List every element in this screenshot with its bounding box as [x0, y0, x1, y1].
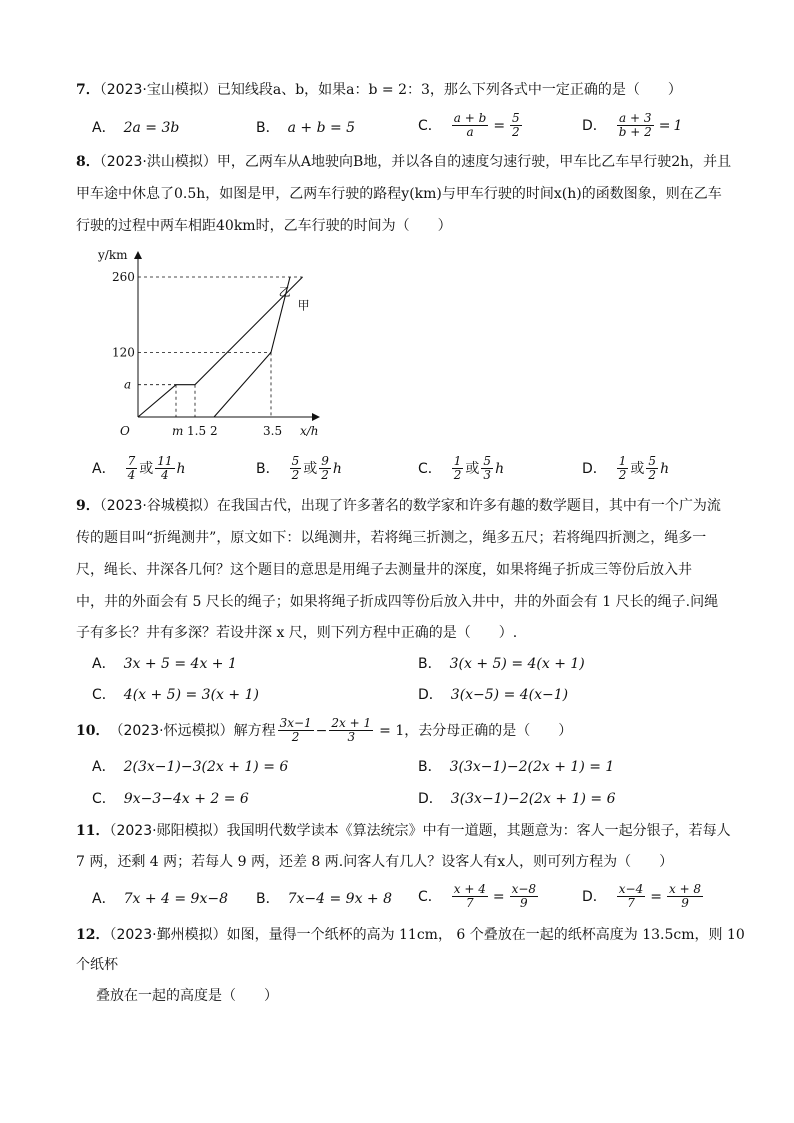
fraction-denominator: 9 [520, 896, 528, 910]
option-label: B． [256, 460, 280, 477]
fraction [617, 455, 629, 482]
question-source: （2023·怀远模拟） [109, 722, 234, 739]
q11-option-b[interactable] [256, 889, 392, 909]
fraction [290, 455, 302, 482]
fraction-denominator: 2 [291, 730, 300, 744]
or-text: 或 [139, 460, 154, 477]
q11-option-d[interactable]: D． $\frac{x-4}{7}$ = $\frac{x + 8}{9}$ [582, 882, 702, 910]
question-text: 甲，乙两车从A地驶向B地，并以各自的速度匀速行驶，甲车比乙车早行驶2h，并且 [216, 154, 732, 170]
q8-option-b[interactable] [256, 455, 342, 482]
option-label: D． [418, 791, 443, 807]
q7-option-d[interactable]: D． $\frac{a + 3}{b + 2}$ = 1 [582, 111, 683, 139]
q12-stem-line-3: 叠放在一起的高度是（ ） [96, 988, 278, 1004]
question-number: 12． [76, 927, 110, 943]
option-label: C． [418, 460, 442, 477]
distance-time-chart [90, 245, 330, 445]
option-label: B． [256, 120, 280, 136]
question-source: （2023·谷城模拟） [99, 498, 217, 514]
q10-stem-line [76, 717, 572, 744]
option-label: B． [256, 891, 280, 907]
unit-text: h [176, 460, 186, 477]
fraction-numerator: 2x + 1 [331, 716, 372, 730]
q9-stem-line [76, 496, 721, 516]
fraction-numerator: 5 [512, 111, 520, 125]
option-label: C． [418, 888, 442, 905]
fraction-numerator: 5 [648, 454, 657, 468]
unit-text: h [660, 460, 670, 477]
fraction-numerator: x + 8 [668, 882, 702, 896]
question-number: 7． [76, 82, 100, 98]
fraction-denominator: b + 2 [618, 125, 652, 139]
fraction [329, 717, 373, 744]
fraction-denominator: 2 [618, 468, 627, 482]
option-label: C． [418, 117, 442, 134]
q8-option-c[interactable] [418, 455, 504, 482]
option-label: C． [92, 687, 116, 703]
fraction-denominator: 3 [483, 468, 492, 482]
fraction-lhs [617, 112, 654, 139]
q9-stem-line-5: 子有多长？井有多深？若设井深 x 尺，则下列方程中正确的是（ ）. [76, 625, 518, 641]
x-tick-label: m [172, 424, 184, 438]
option-label: D． [582, 460, 607, 477]
q11-stem-line [76, 821, 731, 841]
q8-stem-line-3: 行驶的过程中两车相距40km时，乙车行驶的时间为（ ） [76, 218, 452, 234]
q9-option-a[interactable] [92, 654, 237, 674]
question-text: = 1，去分母正确的是（ ） [379, 722, 573, 739]
option-label: A． [92, 120, 116, 136]
option-text: 4(x + 5) = 3(x + 1) [123, 687, 259, 703]
fraction-denominator: 2 [291, 468, 300, 482]
q8-option-d[interactable] [582, 455, 669, 482]
y-axis-arrow [134, 251, 142, 259]
y-axis-label: y/km [98, 248, 128, 262]
fraction-lhs [452, 883, 488, 910]
q9-option-d[interactable] [418, 685, 568, 705]
fraction-numerator: x−4 [618, 882, 644, 896]
question-text: 如图，量得一个纸杯的高为 11cm， 6 个叠放在一起的纸杯高度为 13.5cm，则 10 [226, 927, 745, 943]
option-label: A． [92, 891, 116, 907]
option-label: B． [418, 656, 442, 672]
fraction [155, 455, 174, 482]
fraction [278, 717, 314, 744]
option-text: 3(x−5) = 4(x−1) [450, 687, 569, 703]
option-text: 2(3x−1)−3(2x + 1) = 6 [123, 759, 289, 775]
fraction-numerator: a + b [453, 111, 487, 125]
option-label: D． [582, 888, 607, 905]
q8-stem-line-2: 甲车途中休息了0.5h，如图是甲，乙两车行驶的路程y(km)与甲车行驶的时间x(h)的函数图象，则在乙车 [76, 186, 722, 202]
fraction-numerator: 3x−1 [279, 716, 312, 730]
fraction-denominator: 4 [161, 468, 169, 482]
option-text: 7x−4 = 9x + 8 [287, 891, 393, 907]
q9-stem-line-3: 尺，绳长、井深各几何？这个题目的意思是用绳子去测量井的深度，如果将绳子折成三等份后放入井 [76, 562, 692, 578]
fraction-denominator: 2 [321, 468, 329, 482]
x-tick-label: 1.5 [187, 424, 207, 438]
fraction-denominator: 7 [627, 896, 635, 910]
q8-stem-line [76, 152, 731, 172]
or-text: 或 [465, 460, 480, 477]
question-source: （2023·洪山模拟） [99, 154, 217, 170]
option-label: B． [418, 759, 442, 775]
fraction-numerator: x−8 [511, 882, 537, 896]
fraction-denominator: 7 [466, 896, 474, 910]
equation-rhs: 1 [673, 117, 683, 134]
q7-stem-line [76, 80, 682, 100]
unit-text: h [332, 460, 342, 477]
question-number: 8． [76, 154, 100, 170]
q11-option-c[interactable]: C． $\frac{x + 4}{7}$ = $\frac{x-8}{9}$ [418, 882, 537, 910]
fraction [319, 455, 331, 482]
fraction-numerator: 5 [291, 454, 300, 468]
option-label: A． [92, 759, 116, 775]
option-label: C． [92, 791, 116, 807]
option-label: A． [92, 656, 116, 672]
fraction-denominator: 2 [512, 125, 520, 139]
x-axis-arrow [312, 413, 320, 421]
question-number: 9． [76, 498, 100, 514]
unit-text: h [495, 460, 505, 477]
fraction-numerator: 9 [321, 454, 329, 468]
q12-stem-line-2: 个纸杯 [76, 957, 118, 973]
q10-option-c[interactable] [92, 789, 249, 809]
option-text: 3(x + 5) = 4(x + 1) [449, 656, 585, 672]
fraction [452, 455, 464, 482]
q9-option-c[interactable] [92, 685, 259, 705]
fraction-denominator: 2 [648, 468, 657, 482]
fraction-numerator: 1 [453, 454, 462, 468]
option-text: 3(3x−1)−2(2x + 1) = 6 [450, 791, 616, 807]
fraction-denominator: a [466, 125, 474, 139]
option-label: D． [582, 117, 607, 134]
question-text: 解方程 [233, 722, 276, 739]
fraction-numerator: 5 [483, 454, 492, 468]
fraction-numerator: 1 [618, 454, 627, 468]
q9-stem-line-4: 中，井的外面会有 5 尺长的绳子；如果将绳子折成四等份后放入井中，井的外面会有 1 尺长的绳子.问绳 [76, 594, 719, 610]
fraction-denominator: 3 [347, 730, 356, 744]
fraction-numerator: a + 3 [619, 111, 652, 125]
option-text: 9x−3−4x + 2 = 6 [123, 791, 249, 807]
question-text: 我国明代数学读本《算法统宗》中有一道题，其题意为：客人一起分银子，若每人 [226, 823, 731, 839]
q9-option-b[interactable] [418, 654, 585, 674]
option-text: 3x + 5 = 4x + 1 [123, 656, 237, 672]
q9-stem-line-2: 传的题目叫“折绳测井”，原文如下：以绳测井，若将绳三折测之，绳多五尺；若将绳四折测之，绳多一 [76, 530, 707, 546]
fraction-numerator: 7 [127, 454, 136, 468]
fraction-numerator: 11 [157, 454, 173, 468]
fraction [481, 455, 493, 482]
fraction-rhs [510, 112, 522, 139]
option-label: D． [418, 687, 443, 703]
y-tick-label: 260 [112, 270, 135, 284]
option-text: 7x + 4 = 9x−8 [123, 891, 228, 907]
fraction-denominator: 2 [453, 468, 462, 482]
option-text: a + b = 5 [287, 120, 356, 136]
minus-sign: − [315, 722, 328, 739]
option-text: 3(3x−1)−2(2x + 1) = 1 [449, 759, 615, 775]
x-axis-label: x/h [300, 424, 319, 438]
question-source: （2023·宝山模拟） [99, 82, 217, 98]
question-source: （2023·郧阳模拟） [109, 823, 227, 839]
q12-stem-line [76, 925, 745, 945]
or-text: 或 [303, 460, 318, 477]
option-text: 2a = 3b [123, 120, 180, 136]
question-number: 10． [76, 722, 110, 739]
fraction-numerator: x + 4 [453, 882, 486, 896]
q10-option-b[interactable] [418, 757, 614, 777]
y-tick-label: 120 [112, 345, 135, 360]
question-text: 已知线段a、b，如果a：b = 2：3，那么下列各式中一定正确的是（ ） [216, 82, 682, 98]
fraction [646, 455, 658, 482]
option-label: A． [92, 460, 116, 477]
q10-option-a[interactable] [92, 757, 288, 777]
series-jia-label: 甲 [297, 298, 310, 313]
q7-option-c[interactable]: C． $\frac{a + b}{a}$ = $\frac{5}{2}$ [418, 111, 520, 139]
fraction-rhs [667, 883, 703, 910]
fraction-rhs [510, 883, 538, 910]
or-text: 或 [630, 460, 645, 477]
fraction-lhs [452, 112, 489, 139]
question-text: 在我国古代，出现了许多著名的数学家和许多有趣的数学题目，其中有一个广为流 [216, 498, 721, 514]
q10-option-d[interactable] [418, 789, 616, 809]
q7-option-a[interactable] [92, 118, 179, 138]
question-source: （2023·鄞州模拟） [109, 927, 227, 943]
series-yi-label: 乙 [278, 284, 291, 299]
origin-label: O [120, 424, 130, 438]
q7-option-b[interactable] [256, 118, 355, 138]
fraction-lhs [617, 883, 645, 910]
fraction-denominator: 4 [127, 468, 136, 482]
x-tick-label: 2 [210, 424, 218, 438]
question-number: 11． [76, 823, 110, 839]
q8-option-a[interactable] [92, 455, 186, 482]
q11-option-a[interactable] [92, 889, 228, 909]
fraction [126, 455, 138, 482]
q11-stem-line-2: 7 两，还剩 4 两；若每人 9 两，还差 8 两.问客人有几人？设客人有x人，则可列方程为（ ） [76, 854, 674, 870]
fraction-denominator: 9 [681, 896, 689, 910]
y-tick-label: a [124, 377, 132, 392]
x-tick-label: 3.5 [263, 424, 283, 438]
